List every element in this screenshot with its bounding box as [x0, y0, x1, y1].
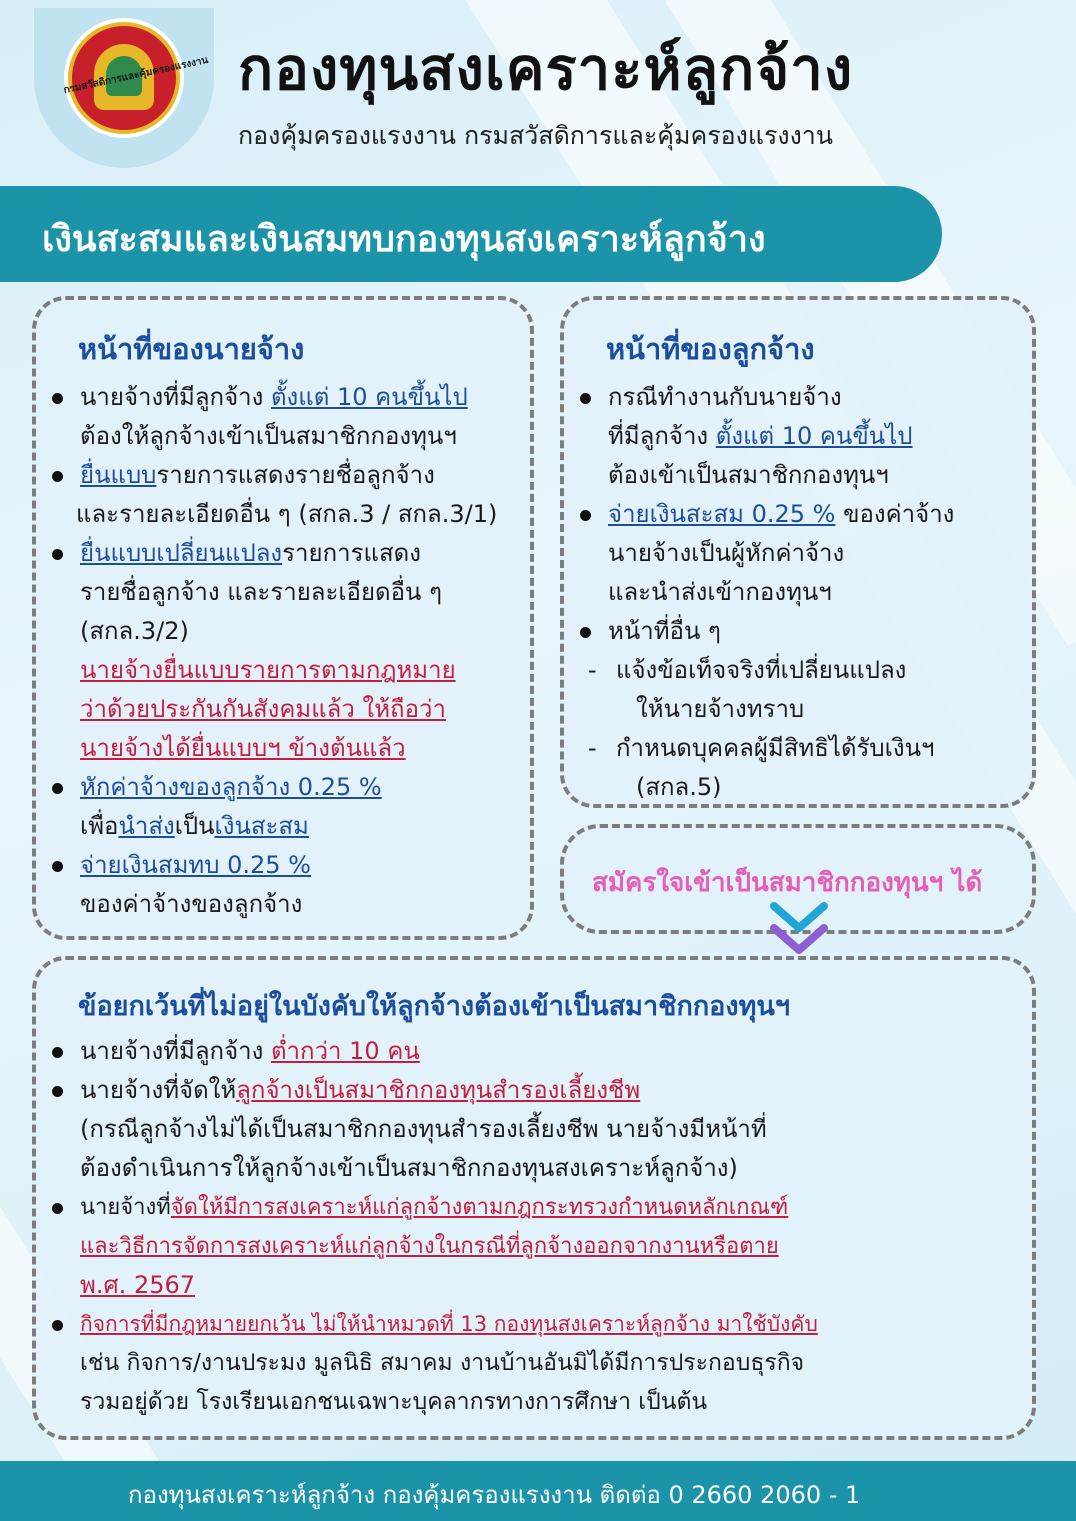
employee-duties-title: หน้าที่ของลูกจ้าง — [606, 332, 815, 366]
list-item: ยื่นแบบรายการแสดงรายชื่อลูกจ้าง — [50, 456, 530, 495]
list-item: - แจ้งข้อเท็จจริงที่เปลี่ยนแปลง — [578, 651, 1034, 690]
list-item: รวมอยู่ด้วย โรงเรียนเอกชนเฉพาะบุคลากรทางการศึกษา เป็นต้น — [80, 1389, 708, 1415]
section-banner — [0, 186, 942, 282]
list-item: รายชื่อลูกจ้าง และรายละเอียดอื่น ๆ — [80, 578, 442, 606]
list-item: นายจ้างที่จัดให้ลูกจ้างเป็นสมาชิกกองทุนสำรองเลี้ยงชีพ — [50, 1071, 1030, 1110]
list-item: เพื่อนำส่งเป็นเงินสะสม — [80, 812, 309, 840]
exceptions-list — [50, 1032, 1030, 1422]
banner-text: เงินสะสมและเงินสมทบกองทุนสงเคราะห์ลูกจ้าง — [42, 219, 766, 260]
list-item: และรายละเอียดอื่น ๆ (สกล.3 / สกล.3/1) — [76, 500, 498, 528]
chevron-down-icon — [768, 898, 830, 960]
page-title: กองทุนสงเคราะห์ลูกจ้าง — [238, 35, 854, 103]
employee-duties-box — [560, 296, 1036, 808]
footer-contact-text: กองทุนสงเคราะห์ลูกจ้าง กองคุ้มครองแรงงาน ติดต่อ 0 2660 2060 - 1 — [128, 1481, 861, 1509]
list-item: กิจการที่มีกฎหมายยกเว้น ไม่ให้นำหมวดที่ 13 กองทุนสงเคราะห์ลูกจ้าง มาใช้บังคับ — [50, 1305, 1030, 1344]
list-item: ยื่นแบบเปลี่ยนแปลงรายการแสดง — [50, 534, 530, 573]
list-item: นายจ้างที่มีลูกจ้าง ต่ำกว่า 10 คน — [50, 1032, 1030, 1071]
list-item: - กำหนดบุคคลผู้มีสิทธิได้รับเงินฯ — [578, 729, 1034, 768]
list-item: (สกล.3/2) — [80, 617, 189, 645]
list-item: กรณีทำงานกับนายจ้าง — [578, 378, 1034, 417]
employer-duties-box — [32, 296, 534, 940]
footer-bar — [0, 1461, 1076, 1521]
employee-duties-list — [578, 378, 1034, 807]
list-item: ของค่าจ้างของลูกจ้าง — [80, 890, 303, 918]
list-item: พ.ศ. 2567 — [80, 1271, 196, 1299]
logo-ring-text: กรมสวัสดิการและคุ้มครองแรงงาน — [62, 54, 210, 97]
list-item: จ่ายเงินสมทบ 0.25 % — [50, 846, 530, 885]
list-item: (สกล.5) — [636, 773, 722, 801]
list-item: และนำส่งเข้ากองทุนฯ — [608, 578, 832, 606]
list-item: เช่น กิจการ/งานประมง มูลนิธิ สมาคม งานบ้านอันมิได้มีการประกอบธุรกิจ — [80, 1350, 805, 1376]
list-item: หักค่าจ้างของลูกจ้าง 0.25 % — [50, 768, 530, 807]
list-item: ต้องเข้าเป็นสมาชิกกองทุนฯ — [608, 461, 889, 489]
exceptions-box — [32, 956, 1036, 1440]
employer-duties-title: หน้าที่ของนายจ้าง — [78, 332, 305, 366]
exceptions-title: ข้อยกเว้นที่ไม่อยู่ในบังคับให้ลูกจ้างต้องเข้าเป็นสมาชิกกองทุนฯ — [78, 991, 790, 1022]
list-item: ต้องดำเนินการให้ลูกจ้างเข้าเป็นสมาชิกกองทุนสงเคราะห์ลูกจ้าง) — [80, 1154, 738, 1182]
list-item: ที่มีลูกจ้าง ตั้งแต่ 10 คนขึ้นไป — [608, 422, 913, 450]
list-item: นายจ้างเป็นผู้หักค่าจ้าง — [608, 539, 845, 567]
list-item: นายจ้างได้ยื่นแบบฯ ข้างต้นแล้ว — [80, 734, 406, 762]
list-item: ให้นายจ้างทราบ — [636, 695, 805, 723]
list-item: นายจ้างที่มีลูกจ้าง ตั้งแต่ 10 คนขึ้นไป — [50, 378, 530, 417]
voluntary-join-text: สมัครใจเข้าเป็นสมาชิกกองทุนฯ ได้ — [592, 868, 983, 898]
employer-duties-list — [50, 378, 530, 924]
list-item: จ่ายเงินสะสม 0.25 % ของค่าจ้าง — [578, 495, 1034, 534]
list-item: นายจ้างยื่นแบบรายการตามกฎหมาย — [80, 656, 456, 684]
list-item: (กรณีลูกจ้างไม่ได้เป็นสมาชิกกองทุนสำรองเลี้ยงชีพ นายจ้างมีหน้าที่ — [80, 1115, 767, 1143]
list-item: ว่าด้วยประกันกันสังคมแล้ว ให้ถือว่า — [80, 695, 446, 723]
list-item: ต้องให้ลูกจ้างเข้าเป็นสมาชิกกองทุนฯ — [80, 422, 457, 450]
list-item: หน้าที่อื่น ๆ — [578, 612, 1034, 651]
list-item: นายจ้างที่จัดให้มีการสงเคราะห์แก่ลูกจ้างตามกฎกระทรวงกำหนดหลักเกณฑ์ — [50, 1188, 1030, 1227]
list-item: และวิธีการจัดการสงเคราะห์แก่ลูกจ้างในกรณีที่ลูกจ้างออกจากงานหรือตาย — [80, 1234, 779, 1259]
page-subtitle: กองคุ้มครองแรงงาน กรมสวัสดิการและคุ้มครองแรงงาน — [238, 121, 833, 150]
